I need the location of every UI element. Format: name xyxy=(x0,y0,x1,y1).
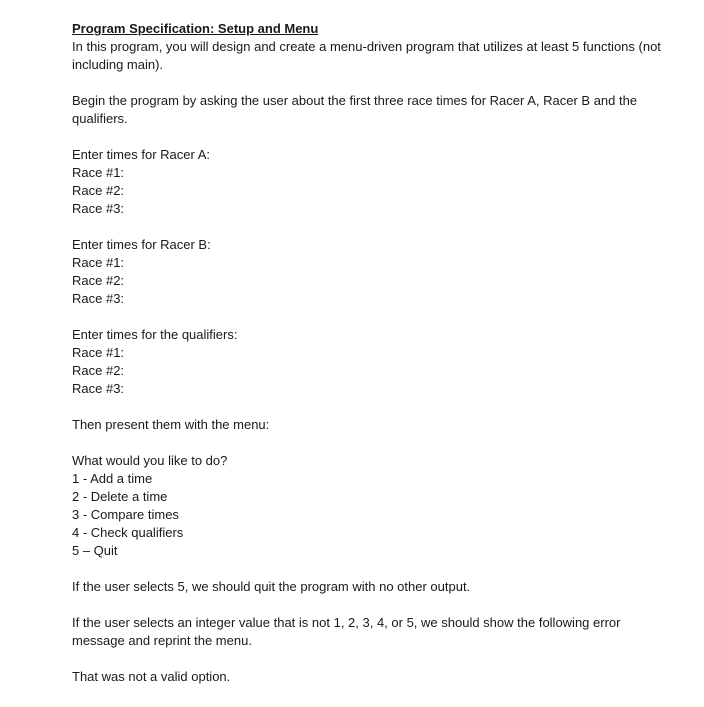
menu-option-add: 1 - Add a time xyxy=(72,471,153,486)
error-message: That was not a valid option. xyxy=(72,669,231,684)
qualifiers-header: Enter times for the qualifiers: xyxy=(72,327,238,342)
menu-option-delete: 2 - Delete a time xyxy=(72,489,168,504)
racer-b-race-1: Race #1: xyxy=(72,255,125,270)
qualifiers-race-1: Race #1: xyxy=(72,345,125,360)
racer-b-header: Enter times for Racer B: xyxy=(72,237,211,252)
menu-listing xyxy=(72,452,672,560)
menu-option-check: 4 - Check qualifiers xyxy=(72,525,184,540)
racer-a-race-3: Race #3: xyxy=(72,201,125,216)
quit-note: If the user selects 5, we should quit the program with no other output. xyxy=(72,579,471,594)
qualifiers-race-2: Race #2: xyxy=(72,363,125,378)
error-message-block xyxy=(72,668,672,686)
menu-option-quit: 5 – Quit xyxy=(72,543,118,558)
present-paragraph: Then present them with the menu: xyxy=(72,417,270,432)
racer-b-race-2: Race #2: xyxy=(72,273,125,288)
menu-prompt: What would you like to do? xyxy=(72,453,228,468)
intro-paragraph: In this program, you will design and create a menu-driven program that utilizes at least 5 functions (not including main). xyxy=(72,39,661,72)
racer-b-race-3: Race #3: xyxy=(72,291,125,306)
begin-paragraph: Begin the program by asking the user about the first three race times for Racer A, Racer B and the qualifiers. xyxy=(72,93,638,126)
racer-b-prompts xyxy=(72,236,672,308)
qualifiers-race-3: Race #3: xyxy=(72,381,125,396)
error-note: If the user selects an integer value that is not 1, 2, 3, 4, or 5, we should show the following error message and reprint the menu. xyxy=(72,615,621,648)
racer-a-race-2: Race #2: xyxy=(72,183,125,198)
racer-a-prompts xyxy=(72,146,672,218)
qualifier-prompts xyxy=(72,326,672,398)
racer-a-race-1: Race #1: xyxy=(72,165,125,180)
menu-option-compare: 3 - Compare times xyxy=(72,507,179,522)
racer-a-header: Enter times for Racer A: xyxy=(72,147,210,162)
document-title: Program Specification: Setup and Menu xyxy=(72,21,319,36)
document-page xyxy=(72,20,672,686)
